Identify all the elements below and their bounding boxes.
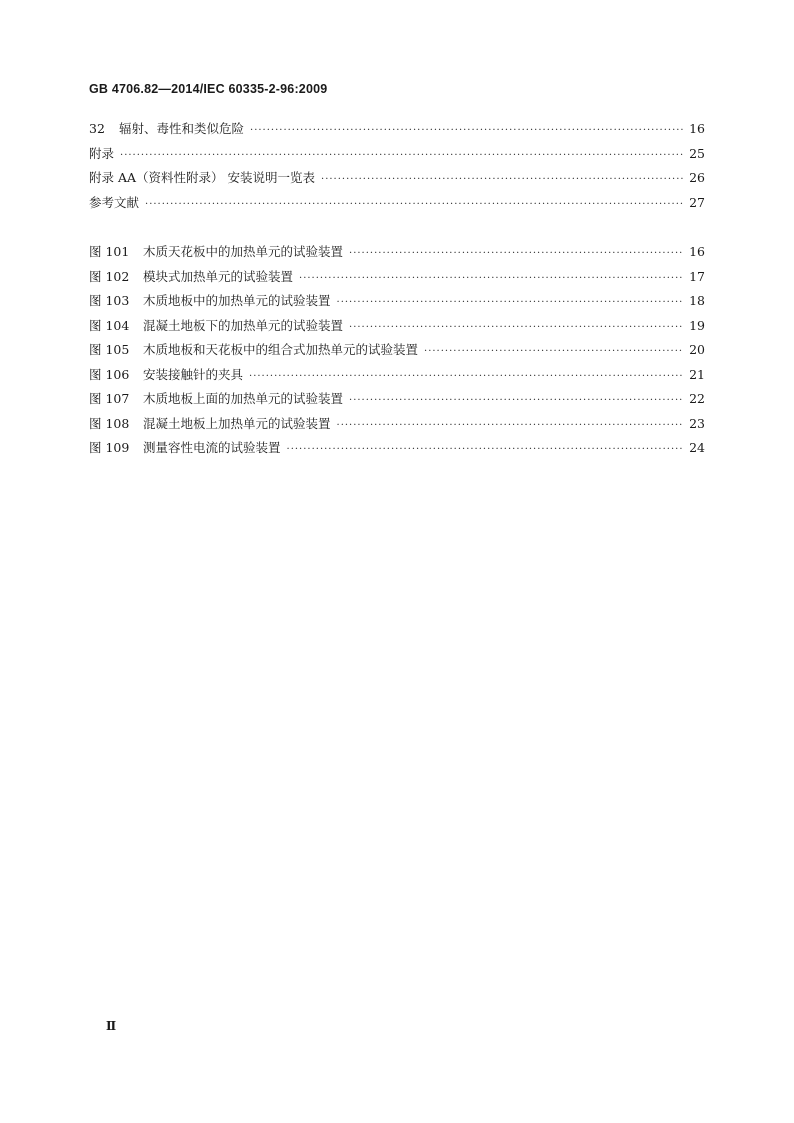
figure-title: 模块式加热单元的试验装置 (143, 268, 294, 284)
figure-page: 19 (689, 317, 705, 333)
toc-figures (89, 242, 705, 463)
toc-entry[interactable] (89, 119, 705, 144)
toc-leader-dots (349, 395, 683, 406)
toc-leader-dots (424, 346, 683, 357)
figure-number: 图 109 (89, 440, 130, 455)
toc-entry[interactable] (89, 193, 705, 218)
toc-entry-title: 附录 (89, 145, 115, 161)
figure-title: 木质天花板中的加热单元的试验装置 (143, 244, 344, 259)
figure-page: 24 (689, 440, 705, 455)
figure-entry[interactable] (89, 242, 705, 267)
figure-page: 22 (689, 391, 705, 406)
figure-number: 图 102 (89, 268, 130, 284)
toc-leader-dots (337, 420, 683, 431)
toc-leader-dots (349, 322, 683, 333)
toc-entry-title: 辐射、毒性和类似危险 (119, 121, 245, 136)
figure-entry[interactable] (89, 438, 705, 463)
toc-leader-dots (337, 297, 683, 308)
figure-entry[interactable] (89, 389, 705, 414)
page-number-footer: Ⅱ (106, 1019, 117, 1033)
figure-entry[interactable] (89, 365, 705, 390)
toc-leader-dots (250, 125, 683, 136)
figure-number: 图 106 (89, 366, 130, 382)
figure-entry[interactable] (89, 340, 705, 365)
toc-entry-page: 26 (689, 170, 705, 185)
toc-entry-page: 16 (689, 121, 705, 136)
toc-entry-page: 25 (689, 145, 705, 161)
figure-entry[interactable] (89, 414, 705, 439)
toc-entry-title: 附录 AA（资料性附录） 安装说明一览表 (89, 170, 316, 185)
toc-leader-dots (299, 273, 683, 284)
figure-number: 图 104 (89, 317, 130, 333)
toc-entry[interactable] (89, 144, 705, 169)
toc-leader-dots (287, 444, 683, 455)
figure-title: 木质地板上面的加热单元的试验装置 (143, 391, 344, 406)
figure-page: 17 (689, 268, 705, 284)
toc-sections (89, 119, 705, 217)
figure-title: 木质地板和天花板中的组合式加热单元的试验装置 (143, 342, 419, 357)
figure-page: 20 (689, 342, 705, 357)
toc-leader-dots (249, 371, 683, 382)
figure-number: 图 103 (89, 293, 130, 308)
figure-number: 图 108 (89, 415, 130, 431)
toc-entry-title: 参考文献 (89, 194, 140, 210)
toc-leader-dots (120, 150, 683, 161)
figure-page: 18 (689, 293, 705, 308)
figure-entry[interactable] (89, 316, 705, 341)
document-header: GB 4706.82—2014/IEC 60335-2-96:2009 (89, 82, 328, 96)
figure-entry[interactable] (89, 267, 705, 292)
figure-number: 图 105 (89, 342, 130, 357)
toc-leader-dots (321, 174, 683, 185)
figure-number: 图 101 (89, 244, 130, 259)
toc-entry[interactable] (89, 168, 705, 193)
figure-title: 测量容性电流的试验装置 (143, 440, 281, 455)
figure-page: 21 (689, 366, 705, 382)
figure-entry[interactable] (89, 291, 705, 316)
figure-page: 16 (689, 244, 705, 259)
figure-page: 23 (689, 415, 705, 431)
figure-title: 木质地板中的加热单元的试验装置 (143, 293, 331, 308)
figure-number: 图 107 (89, 391, 130, 406)
toc-entry-page: 27 (689, 194, 705, 210)
toc-leader-dots (349, 248, 683, 259)
figure-title: 混凝土地板下的加热单元的试验装置 (143, 317, 344, 333)
figure-title: 混凝土地板上加热单元的试验装置 (143, 415, 331, 431)
toc-leader-dots (145, 199, 683, 210)
figure-title: 安装接触针的夹具 (143, 366, 244, 382)
toc-entry-number: 32 (89, 121, 105, 136)
